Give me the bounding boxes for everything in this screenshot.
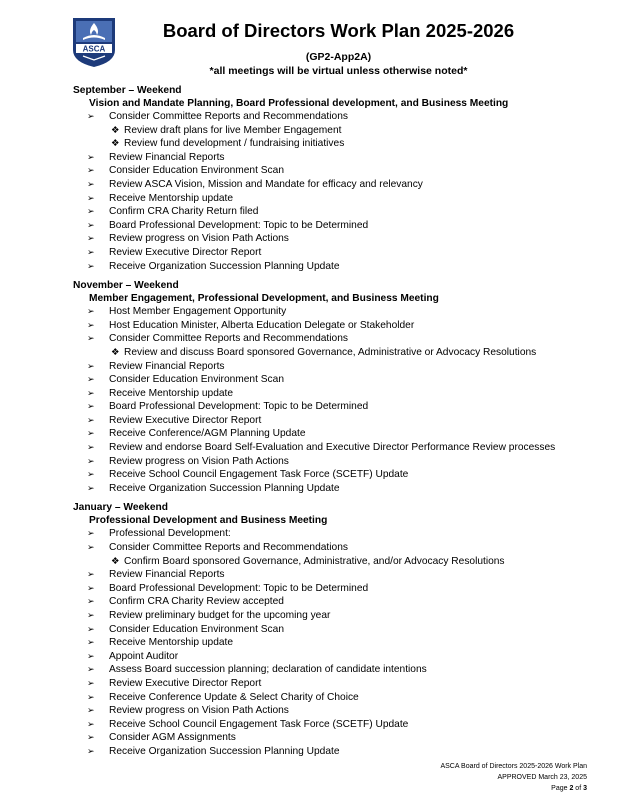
agenda-subitem-text: Confirm Board sponsored Governance, Administrative, and/or Advocacy Resolutions — [124, 555, 505, 567]
arrow-bullet-icon: ➢ — [87, 319, 95, 330]
agenda-item-text: Consider Education Environment Scan — [109, 165, 284, 177]
meeting-section — [73, 279, 593, 495]
arrow-bullet-icon: ➢ — [87, 637, 95, 648]
agenda-item-text: Consider Education Environment Scan — [109, 374, 284, 386]
agenda-item-text: Receive Conference Update & Select Charity of Choice — [109, 691, 359, 703]
agenda-item — [73, 192, 593, 206]
agenda-item-text: Receive Mentorship update — [109, 192, 234, 204]
agenda-item-text: Review preliminary budget for the upcoming year — [109, 610, 331, 621]
agenda-item — [73, 178, 593, 192]
agenda-item-text: Confirm CRA Charity Review accepted — [109, 596, 284, 608]
arrow-bullet-icon: ➢ — [87, 596, 95, 607]
diamond-bullet-icon: ❖ — [111, 138, 120, 150]
agenda-item — [73, 663, 593, 677]
section-subheading: Professional Development and Business Meeting — [89, 515, 328, 527]
agenda-item — [73, 455, 593, 469]
agenda-item — [73, 387, 593, 401]
meeting-section — [73, 501, 593, 758]
page-title: Board of Directors Work Plan 2025-2026 — [162, 20, 515, 41]
agenda-item-text: Review Executive Director Report — [109, 677, 262, 689]
arrow-bullet-icon: ➢ — [87, 306, 95, 317]
arrow-bullet-icon: ➢ — [87, 677, 95, 688]
agenda-item — [73, 151, 593, 165]
agenda-item — [73, 110, 593, 124]
footer-doc-title: ASCA Board of Directors 2025-2026 Work Plan — [440, 763, 587, 770]
agenda-item — [73, 568, 593, 582]
diamond-bullet-icon: ❖ — [111, 555, 120, 567]
agenda-subitem — [73, 555, 593, 569]
agenda-item-text: Receive Conference/AGM Planning Update — [109, 428, 306, 440]
agenda-item — [73, 232, 593, 246]
agenda-item — [73, 246, 593, 260]
arrow-bullet-icon: ➢ — [87, 650, 95, 661]
arrow-bullet-icon: ➢ — [87, 260, 95, 271]
footer-page-number — [551, 784, 587, 794]
agenda-item-text: Receive Organization Succession Planning Update — [109, 745, 340, 757]
agenda-item-text: Receive School Council Engagement Task Force (SCETF) Update — [109, 718, 409, 730]
arrow-bullet-icon: ➢ — [87, 401, 95, 412]
document-code: (GP2-App2A) — [305, 51, 372, 63]
agenda-subitem-text: Review draft plans for live Member Engagement — [124, 124, 342, 136]
arrow-bullet-icon: ➢ — [87, 455, 95, 466]
agenda-item — [73, 527, 593, 541]
arrow-bullet-icon: ➢ — [87, 111, 95, 121]
agenda-item — [73, 582, 593, 596]
arrow-bullet-icon: ➢ — [87, 482, 95, 493]
agenda-item — [73, 219, 593, 233]
virtual-meetings-note: *all meetings will be virtual unless otherwise noted* — [209, 65, 468, 77]
agenda-item — [73, 731, 593, 745]
arrow-bullet-icon: ➢ — [87, 582, 95, 593]
agenda-item-text: Review ASCA Vision, Mission and Mandate for efficacy and relevancy — [109, 178, 423, 190]
agenda-item-text: Receive Organization Succession Planning Update — [109, 260, 340, 272]
arrow-bullet-icon: ➢ — [87, 664, 95, 675]
arrow-bullet-icon: ➢ — [87, 387, 95, 398]
arrow-bullet-icon: ➢ — [87, 469, 95, 480]
agenda-item — [73, 332, 593, 346]
agenda-item-text: Assess Board succession planning; declaration of candidate intentions — [109, 664, 427, 676]
agenda-item-text: Receive Organization Succession Planning Update — [109, 482, 340, 494]
diamond-bullet-icon: ❖ — [111, 124, 120, 136]
page-total: 3 — [583, 785, 587, 792]
arrow-bullet-icon: ➢ — [87, 718, 95, 729]
agenda-item — [73, 677, 593, 691]
arrow-bullet-icon: ➢ — [87, 542, 95, 553]
agenda-item-text: Review progress on Vision Path Actions — [109, 233, 289, 245]
agenda-item — [73, 164, 593, 178]
agenda-item-text: Review Financial Reports — [109, 360, 225, 372]
agenda-item — [73, 441, 593, 455]
agenda-item — [73, 718, 593, 732]
agenda-item-text: Review Financial Reports — [109, 569, 225, 581]
section-heading: September – Weekend — [73, 85, 182, 96]
agenda-item-text: Review Executive Director Report — [109, 246, 262, 258]
agenda-item — [73, 360, 593, 374]
arrow-bullet-icon: ➢ — [87, 705, 95, 716]
page-current: 2 — [569, 785, 574, 792]
arrow-bullet-icon: ➢ — [87, 246, 95, 257]
agenda-item — [73, 623, 593, 637]
agenda-item-text: Receive Mentorship update — [109, 637, 234, 649]
arrow-bullet-icon: ➢ — [87, 745, 95, 756]
agenda-item — [73, 691, 593, 705]
agenda-subitem — [73, 124, 593, 138]
section-heading: November – Weekend — [73, 280, 179, 292]
agenda-item-text: Consider Committee Reports and Recommendations — [109, 542, 348, 554]
work-plan-body — [73, 84, 593, 765]
agenda-item — [73, 541, 593, 555]
agenda-item-text: Review progress on Vision Path Actions — [109, 455, 289, 467]
agenda-subitem-text: Review and discuss Board sponsored Governance, Administrative or Advocacy Resolutions — [124, 346, 537, 358]
agenda-item — [73, 427, 593, 441]
agenda-item-text: Appoint Auditor — [109, 650, 179, 662]
agenda-item — [73, 373, 593, 387]
arrow-bullet-icon: ➢ — [87, 623, 95, 634]
agenda-item-text: Board Professional Development: Topic to be Determined — [109, 401, 369, 413]
section-subheading: Member Engagement, Professional Development, and Business Meeting — [89, 293, 439, 305]
agenda-item-text: Consider Committee Reports and Recommendations — [109, 111, 348, 122]
section-heading: January – Weekend — [73, 502, 168, 514]
meeting-section — [73, 84, 593, 273]
agenda-item — [73, 260, 593, 274]
agenda-item-text: Confirm CRA Charity Return filed — [109, 206, 259, 218]
arrow-bullet-icon: ➢ — [87, 151, 95, 162]
agenda-item — [73, 609, 593, 623]
agenda-item — [73, 745, 593, 759]
arrow-bullet-icon: ➢ — [87, 691, 95, 702]
arrow-bullet-icon: ➢ — [87, 414, 95, 425]
agenda-item-text: Review Financial Reports — [109, 151, 225, 163]
arrow-bullet-icon: ➢ — [87, 178, 95, 189]
agenda-item-text: Board Professional Development: Topic to be Determined — [109, 219, 369, 231]
agenda-subitem — [73, 346, 593, 360]
arrow-bullet-icon: ➢ — [87, 374, 95, 385]
arrow-bullet-icon: ➢ — [87, 428, 95, 439]
diamond-bullet-icon: ❖ — [111, 346, 120, 358]
arrow-bullet-icon: ➢ — [87, 360, 95, 371]
agenda-item-text: Receive School Council Engagement Task Force (SCETF) Update — [109, 469, 409, 481]
agenda-item-text: Host Education Minister, Alberta Education Delegate or Stakeholder — [109, 319, 415, 331]
agenda-item — [73, 704, 593, 718]
arrow-bullet-icon: ➢ — [87, 233, 95, 244]
agenda-item — [73, 636, 593, 650]
arrow-bullet-icon: ➢ — [87, 528, 95, 539]
agenda-item-text: Consider AGM Assignments — [109, 732, 236, 744]
logo-text: ASCA — [82, 44, 106, 54]
footer-approval: APPROVED March 23, 2025 — [497, 774, 587, 781]
arrow-bullet-icon: ➢ — [87, 569, 95, 580]
agenda-item — [73, 650, 593, 664]
agenda-item-text: Consider Education Environment Scan — [109, 623, 284, 635]
agenda-item — [73, 482, 593, 496]
arrow-bullet-icon: ➢ — [87, 219, 95, 230]
agenda-item — [73, 305, 593, 319]
agenda-item — [73, 468, 593, 482]
agenda-item — [73, 205, 593, 219]
arrow-bullet-icon: ➢ — [87, 333, 95, 344]
agenda-subitem — [73, 137, 593, 151]
arrow-bullet-icon: ➢ — [87, 165, 95, 176]
arrow-bullet-icon: ➢ — [87, 732, 95, 743]
agenda-subitem-text: Review fund development / fundraising initiatives — [124, 138, 345, 150]
section-subheading: Vision and Mandate Planning, Board Professional development, and Business Meeting — [89, 98, 509, 109]
agenda-item-text: Board Professional Development: Topic to be Determined — [109, 582, 369, 594]
page-prefix: Page — [551, 785, 570, 792]
agenda-item — [73, 595, 593, 609]
agenda-item — [73, 400, 593, 414]
page-of: of — [573, 785, 584, 792]
agenda-item-text: Review Executive Director Report — [109, 414, 262, 426]
agenda-item-text: Professional Development: — [109, 528, 231, 540]
agenda-item-text: Receive Mentorship update — [109, 387, 234, 399]
agenda-item — [73, 414, 593, 428]
arrow-bullet-icon: ➢ — [87, 610, 95, 620]
arrow-bullet-icon: ➢ — [87, 192, 95, 203]
arrow-bullet-icon: ➢ — [87, 206, 95, 217]
agenda-item-text: Host Member Engagement Opportunity — [109, 306, 287, 318]
agenda-item-text: Review progress on Vision Path Actions — [109, 705, 289, 717]
agenda-item-text: Consider Committee Reports and Recommendations — [109, 333, 348, 345]
arrow-bullet-icon: ➢ — [87, 442, 95, 453]
agenda-item — [73, 319, 593, 333]
agenda-item-text: Review and endorse Board Self-Evaluation and Executive Director Performance Review processes — [109, 442, 556, 454]
